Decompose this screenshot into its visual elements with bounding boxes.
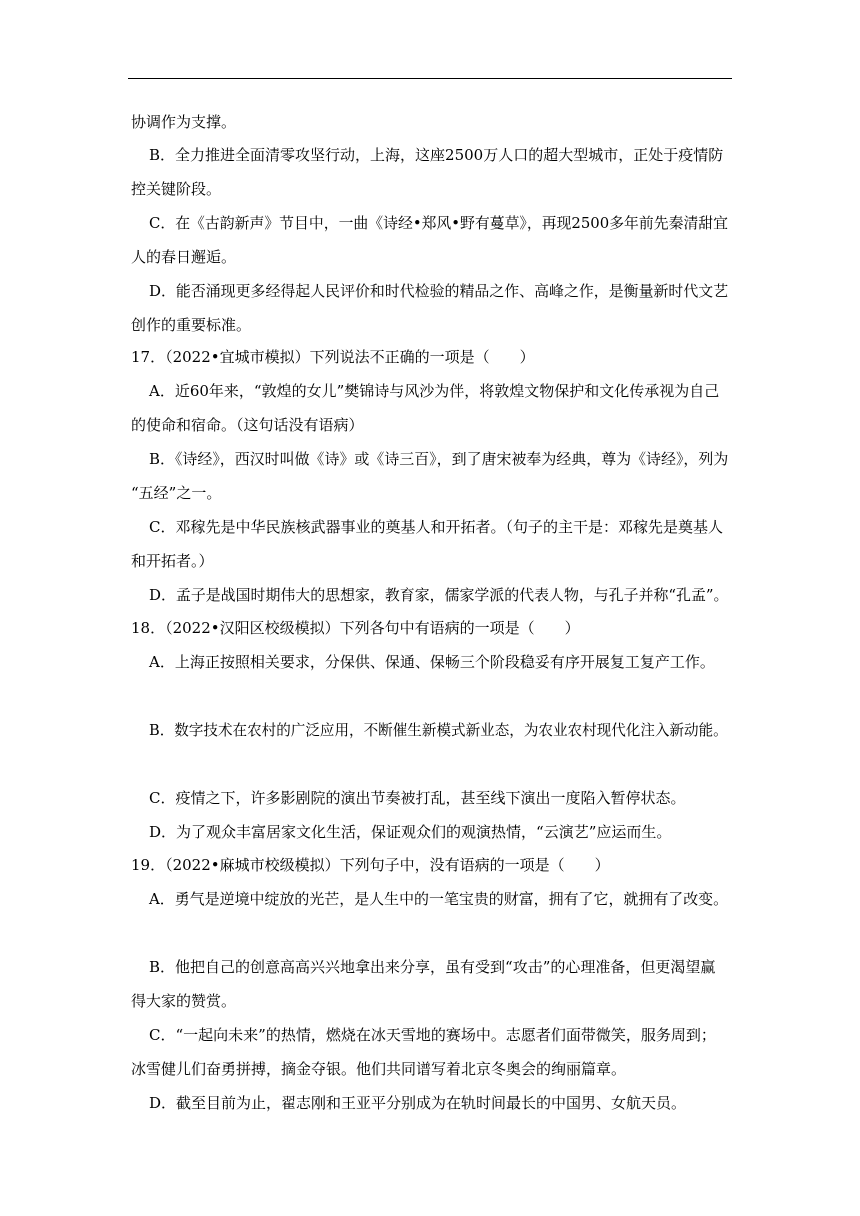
option-a-line: A．勇气是逆境中绽放的光芒，是人生中的一笔宝贵的财富，拥有了它，就拥有了改变。: [149, 890, 729, 908]
question-18: 18．（2022•汉阳区校级模拟）下列各句中有语病的一项是（ ）: [131, 619, 580, 637]
header-rule: [128, 78, 732, 79]
option-d-line: D．孟子是战国时期伟大的思想家，教育家，儒家学派的代表人物，与孔子并称“孔孟”。: [149, 586, 729, 604]
option-c-line: C．疫情之下，许多影剧院的演出节奏被打乱，甚至线下演出一度陷入暂停状态。: [149, 789, 686, 807]
option-b-line: B．他把自己的创意高高兴兴地拿出来分享，虽有受到“攻击”的心理准备，但更渴望赢: [149, 958, 716, 976]
text-line: 人的春日邂逅。: [131, 248, 237, 266]
option-b-line: B．《诗经》，西汉时叫做《诗》或《诗三百》，到了唐宋被奉为经典，尊为《诗经》，列为: [149, 450, 729, 468]
option-a-line: A．近60年来，“敦煌的女儿”樊锦诗与风沙为伴，将敦煌文物保护和文化传承视为自己: [149, 382, 720, 400]
option-a-line: A．上海正按照相关要求，分保供、保通、保畅三个阶段稳妥有序开展复工复产工作。: [149, 653, 715, 671]
question-17: 17．（2022•宜城市模拟）下列说法不正确的一项是（ ）: [131, 348, 535, 366]
option-d-line: D．能否涌现更多经得起人民评价和时代检验的精品之作、高峰之作，是衡量新时代文艺: [149, 282, 729, 300]
text-line: 控关键阶段。: [131, 180, 222, 198]
option-c-line: C．在《古韵新声》节目中，一曲《诗经•郑风•野有蔓草》，再现2500多年前先秦清甜宜: [149, 214, 729, 232]
text-line: 协调作为支撑。: [131, 113, 237, 131]
text-line: 和开拓者。）: [131, 552, 214, 570]
option-c-line: C．“一起向未来”的热情，燃烧在冰天雪地的赛场中。志愿者们面带微笑，服务周到；: [149, 1026, 716, 1044]
option-b-line: B．数字技术在农村的广泛应用，不断催生新模式新业态，为农业农村现代化注入新动能。: [149, 721, 728, 739]
text-line: 冰雪健儿们奋勇拼搏，摘金夺银。他们共同谱写着北京冬奥会的绚丽篇章。: [131, 1060, 627, 1078]
option-d-line: D．截至目前为止，翟志刚和王亚平分别成为在轨时间最长的中国男、女航天员。: [149, 1094, 687, 1112]
option-b-line: B．全力推进全面清零攻坚行动，上海，这座2500万人口的超大型城市，正处于疫情防: [149, 146, 724, 164]
text-line: 得大家的赞赏。: [131, 992, 237, 1010]
question-19: 19．（2022•麻城市校级模拟）下列句子中，没有语病的一项是（ ）: [131, 856, 610, 874]
option-d-line: D．为了观众丰富居家文化生活，保证观众们的观演热情，“云演艺”应运而生。: [149, 823, 672, 841]
text-line: “五经”之一。: [131, 484, 222, 502]
text-line: 的使命和宿命。（这句话没有语病）: [131, 416, 364, 434]
text-line: 创作的重要标准。: [131, 316, 252, 334]
option-c-line: C．邓稼先是中华民族核武器事业的奠基人和开拓者。（句子的主干是：邓稼先是奠基人: [149, 518, 723, 536]
